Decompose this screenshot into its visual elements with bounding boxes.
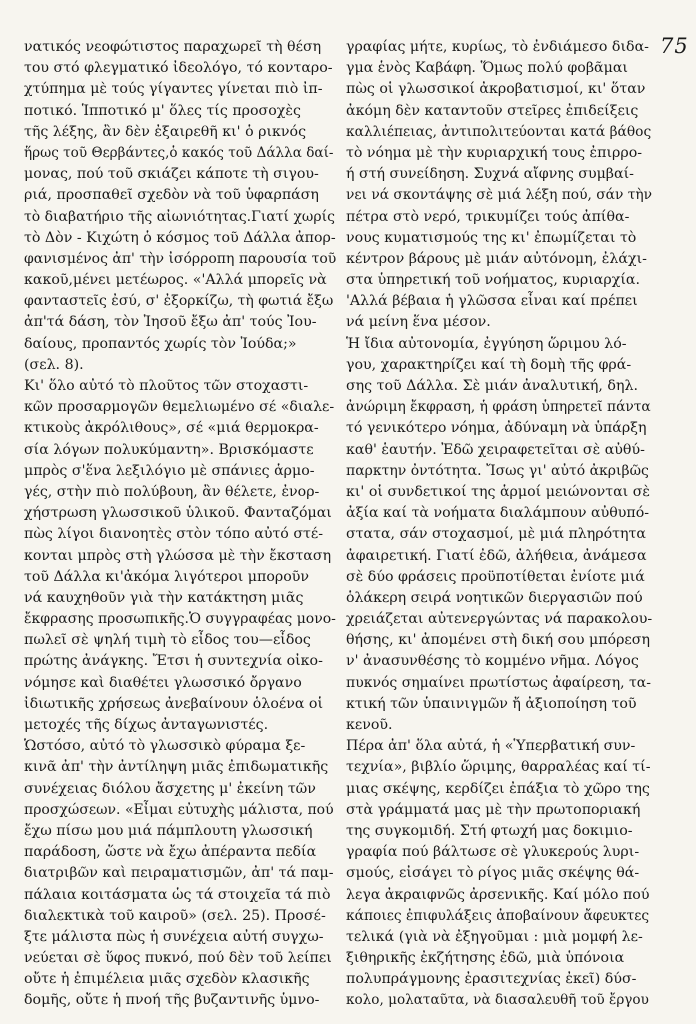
text-line: τῆς λέξης, ἂν δὲν ἐξαιρεθῆ κι' ὁ ρικνός xyxy=(24,123,307,140)
text-line: φανταστεῖς ἐσύ, σ' ἐξορκίζω, τὴ φωτιά ἔξω xyxy=(24,293,334,310)
text-line: πολυπράγμονης ἐρασιτεχνίας ἐκεῖ) δύσ- xyxy=(346,971,637,988)
text-line: ἰδιωτικῆς χρήσεως ἀνεβαίνουν ὁλοένα οἱ xyxy=(24,695,324,712)
text-line: σία λόγων πολυκύμαντη». Βρισκόμαστε xyxy=(24,441,314,458)
text-line: λεγα ἀκραιφνῶς ἀρσενικῆς. Καί μόλο πού xyxy=(346,886,650,903)
text-line: νεύεται σὲ ὕφος πυκνό, πού δὲν τοῦ λείπει xyxy=(24,950,332,967)
text-line: συνέχειας διόλου ἄσχετης μ' ἐκείνη τῶν xyxy=(24,780,316,797)
text-line: καθ' ἑαυτήν. Ἐδῶ χειραφετεῖται σὲ αὐθύ- xyxy=(346,441,645,458)
text-line: τελικά (γιὰ νὰ ἐξηγοῦμαι : μιὰ μομφή λε- xyxy=(346,928,643,945)
text-line: διαλεκτικὰ τοῦ καιροῦ» (σελ. 25). Προσέ- xyxy=(24,907,326,924)
text-line: ὁλάκερη σειρά νοητικῶν διεργασιῶν πού xyxy=(346,589,643,606)
text-line: πωλεῖ σὲ ψηλή τιμὴ τὸ εἶδος του—εἶδος xyxy=(24,632,311,649)
text-line: κονται μπρὸς στὴ γλώσσα μὲ τὴν ἔκσταση xyxy=(24,547,332,564)
text-line: διατριβῶν καὶ πειραματισμῶν, ἀπ' τά παμ- xyxy=(24,865,334,882)
text-line: δαίους, προπαντός χωρίς τὸν Ἰούδα;» xyxy=(24,335,297,352)
text-line: ἔκφρασης προσωπικῆς.Ὁ συγγραφέας μονο- xyxy=(24,611,336,628)
text-line: σης τοῦ Δάλλα. Σὲ μιάν ἀναλυτική, δηλ. xyxy=(346,378,638,394)
text-line: νά μείνη ἕνα μέσον. xyxy=(346,314,491,331)
text-line: κολο, μολαταῦτα, νὰ διασαλευθῆ τοῦ ἔργου xyxy=(346,992,649,1009)
text-line: στα ὑπηρετική τοῦ νοήματος, κυριαρχία. xyxy=(346,272,640,289)
text-line: της συγκομιδή. Στή φτωχή μας δοκιμιο- xyxy=(346,822,633,839)
right-text-column xyxy=(346,37,652,1012)
text-line: πυκνός σημαίνει πρωτίστως ἀφαίρεση, τα- xyxy=(346,674,651,691)
text-line: στατα, σάν στοχασμοί, μὲ μιά πληρότητα xyxy=(346,526,646,543)
text-line: χρειάζεται αὐτενεργώντας νά παρακολου- xyxy=(346,611,652,628)
text-line: 'Αλλά βέβαια ἡ γλῶσσα εἶναι καί πρέπει xyxy=(346,293,638,310)
text-line: (σελ. 8). xyxy=(24,356,84,373)
text-line: κενοῦ. xyxy=(346,717,393,733)
text-line: κέντρον βάρους μὲ μιάν αὐτόνομη, ἐλάχι- xyxy=(346,250,647,267)
text-line: παράδοση, ὥστε νὰ ἔχω ἀπέραντα πεδία xyxy=(24,844,317,861)
text-line: κινᾶ ἀπ' τὴν ἀντίληψη μιᾶς ἐπιδωματικῆς xyxy=(24,759,329,776)
text-line: τοῦ Δάλλα κι'ἀκόμα λιγότεροι μποροῦν xyxy=(24,568,310,585)
text-line: νει νά σκοντάψης σὲ μιά λέξη πού, σάν τὴν xyxy=(346,187,652,204)
text-line: ν' ἀνασυνθέσης τὸ κομμένο νῆμα. Λόγος xyxy=(346,653,639,670)
text-line: κάποιες ἐπιφυλάξεις ἀποβαίνουν ἄφευκτες xyxy=(346,907,650,924)
text-line: ή στή συνείδηση. Συχνά αἴφνης συμβαί- xyxy=(346,166,634,183)
text-line: Πέρα ἀπ' ὅλα αὐτά, ἡ «Ὑπερβατική συν- xyxy=(346,738,636,755)
text-line: ἀκόμη δὲν καταντοῦν στεῖρες ἐπιδείξεις xyxy=(346,102,639,119)
text-line: θήσης, κι' ἀπομένει στὴ δική σου μπόρεση xyxy=(346,632,650,649)
text-line: ριά, προσπαθεῖ σχεδὸν νὰ τοῦ ὑφαρπάση xyxy=(24,187,319,204)
text-line: κτική τῶν ὑπαινιγμῶν ἤ ἀξιοποίηση τοῦ xyxy=(346,695,637,712)
text-line: ξιθηρικῆς ἐκζήτησης ἐδῶ, μιὰ ὑπόνοια xyxy=(346,950,625,967)
text-line: πὼς οἱ γλωσσικοί ἀκροβατισμοί, κι' ὅταν xyxy=(346,81,646,98)
text-line: γου, χαρακτηρίζει καί τὴ δομὴ τῆς φρά- xyxy=(346,356,632,373)
text-line: τὸ Δὸν - Κιχώτη ὁ κόσμος τοῦ Δάλλα ἀπορ- xyxy=(24,229,336,246)
text-line: οὔτε ἡ ἐπιμέλεια μιᾶς σχεδὸν κλασικῆς xyxy=(24,971,310,988)
text-line: Ἡ ἴδια αὐτονομία, ἐγγύηση ὥριμου λό- xyxy=(346,335,627,352)
text-line: μιας σκέψης, κερδίζει ἐπάξια τὸ χῶρο της xyxy=(346,780,650,797)
text-line: μπρὸς σ'ἕνα λεξιλόγιο μὲ σπάνιες ἁρμο- xyxy=(24,462,315,479)
text-line: ἀξία καί τὰ νοήματα διαλάμπουν αὐθυπό- xyxy=(346,505,650,522)
text-line: νά καυχηθοῦν γιὰ τὴν κατάκτηση μιᾶς xyxy=(24,589,304,606)
text-line: νόμησε καὶ διαθέτει γλωσσικό ὄργανο xyxy=(24,674,302,691)
text-line: τεχνία», βιβλίο ὥριμης, θαρραλέας καί τί- xyxy=(346,759,651,776)
text-line: μονας, πού τοῦ σκιάζει κάποτε τὴ σιγου- xyxy=(24,166,319,183)
text-line: νατικός νεοφώτιστος παραχωρεῖ τὴ θέση xyxy=(24,39,322,55)
text-line: ποτικό. Ἱπποτικό μ' ὅλες τίς προσοχὲς xyxy=(24,102,301,119)
text-line: καλλιέπειας, ἀντιπολιτεύονται κατά βάθος xyxy=(346,123,652,140)
text-line: παρκτην ὀντότητα. Ἴσως γι' αὐτό ἀκριβῶς xyxy=(346,462,649,479)
text-line: γές, στὴν πιὸ πολύβουη, ἂν θέλετε, ἐνορ- xyxy=(24,483,320,500)
text-line: κῶν προσαρμογῶν θεμελιωμένο σέ «διαλε- xyxy=(24,399,335,416)
text-line: κακοῦ,μένει μετέωρος. «'Αλλά μπορεῖς νὰ xyxy=(24,272,327,289)
text-line: σμούς, εἰσάγει τὸ ρίγος μιᾶς σκέψης θά- xyxy=(346,865,640,882)
text-line: χτύπημα μὲ τούς γίγαντες γίνεται πιὸ ἰπ- xyxy=(24,81,323,98)
text-line: πέτρα στὸ νερό, τρικυμίζει τούς ἀπίθα- xyxy=(346,208,630,225)
page-number: 75 xyxy=(660,34,689,58)
text-line: γραφίας μήτε, κυρίως, τὸ ἐνδιάμεσο διδα- xyxy=(346,39,649,55)
text-line: τό γενικότερο νόημα, ἀδύναμη νὰ ὑπάρξη xyxy=(346,420,647,437)
text-line: στὰ γράμματά μας μὲ τὴν πρωτοποριακή xyxy=(346,801,641,818)
text-line: του στό φλεγματικό ἰδεολόγο, τό κονταρο- xyxy=(24,60,333,77)
text-line: πρώτης ἀνάγκης. Ἔτσι ἡ συντεχνία οἰκο- xyxy=(24,653,323,670)
text-line: σὲ δύο φράσεις προϋποτίθεται ἐνίοτε μιά xyxy=(346,568,645,585)
text-line: γραφία πού βάλτωσε σὲ γλυκερούς λυρι- xyxy=(346,844,640,861)
text-line: Κι' ὅλο αὐτό τὸ πλοῦτος τῶν στοχαστι- xyxy=(24,378,309,394)
text-line: πάλαια κοιτάσματα ὡς τά στοιχεῖα τά πιὸ xyxy=(24,886,331,903)
text-line: ἔχω πίσω μου μιά πάμπλουτη γλωσσική xyxy=(24,822,313,839)
text-line: νους κυματισμούς της κι' ἐπωμίζεται τὸ xyxy=(346,229,637,246)
text-line: κτικοὺς ἀκρόλιθους», σέ «μιά θερμοκρα- xyxy=(24,420,319,437)
left-text-column xyxy=(24,37,336,1012)
text-line: χήστρωση γλωσσικοῦ ὑλικοῦ. Φανταζόμαι xyxy=(24,505,332,522)
text-line: ἀπ'τά δάση, τὸν Ἰησοῦ ἔξω ἀπ' τούς Ἰου- xyxy=(24,314,317,331)
text-line: ἀνώριμη ἔκφραση, ἡ φράση ὑπηρετεῖ πάντα xyxy=(346,399,651,416)
text-line: πὼς λίγοι διανοητὲς στὸν τόπο αὐτό στέ- xyxy=(24,526,324,543)
text-line: γμα ἑνὸς Καβάφη. Ὅμως πολύ φοβᾶμαι xyxy=(346,60,628,77)
text-line: προσχώσεων. «Εἶμαι εὐτυχὴς μάλιστα, πού xyxy=(24,801,334,818)
text-line: φανισμένος ἀπ' τὴν ἰσόρροπη παρουσία τοῦ xyxy=(24,250,336,267)
text-line: ἀφαιρετική. Γιατί ἐδῶ, ἀλήθεια, ἀνάμεσα xyxy=(346,547,647,564)
text-line: Ὡστόσο, αὐτό τὸ γλωσσικὸ φύραμα ξε- xyxy=(24,738,306,755)
text-line: μετοχές τῆς δίχως ἀνταγωνιστές. xyxy=(24,717,269,733)
text-line: ἥρως τοῦ Θερβάντες,ὁ κακός τοῦ Δάλλα δαί- xyxy=(24,144,334,161)
text-line: δομῆς, οὔτε ἡ πνοή τῆς βυζαντινῆς ὑμνο- xyxy=(24,992,320,1009)
text-line: κι' οἱ συνδετικοί της ἁρμοί μειώνονται σὲ xyxy=(346,483,651,500)
text-line: ξτε μάλιστα πὼς ἡ συνέχεια αὐτή συγχω- xyxy=(24,928,324,945)
text-line: τὸ νόημα μὲ τὴν κυριαρχική τους ἐπιρρο- xyxy=(346,144,643,161)
text-line: τὸ διαβατήριο τῆς αἰωνιότητας.Γιατί χωρίς xyxy=(24,208,335,225)
